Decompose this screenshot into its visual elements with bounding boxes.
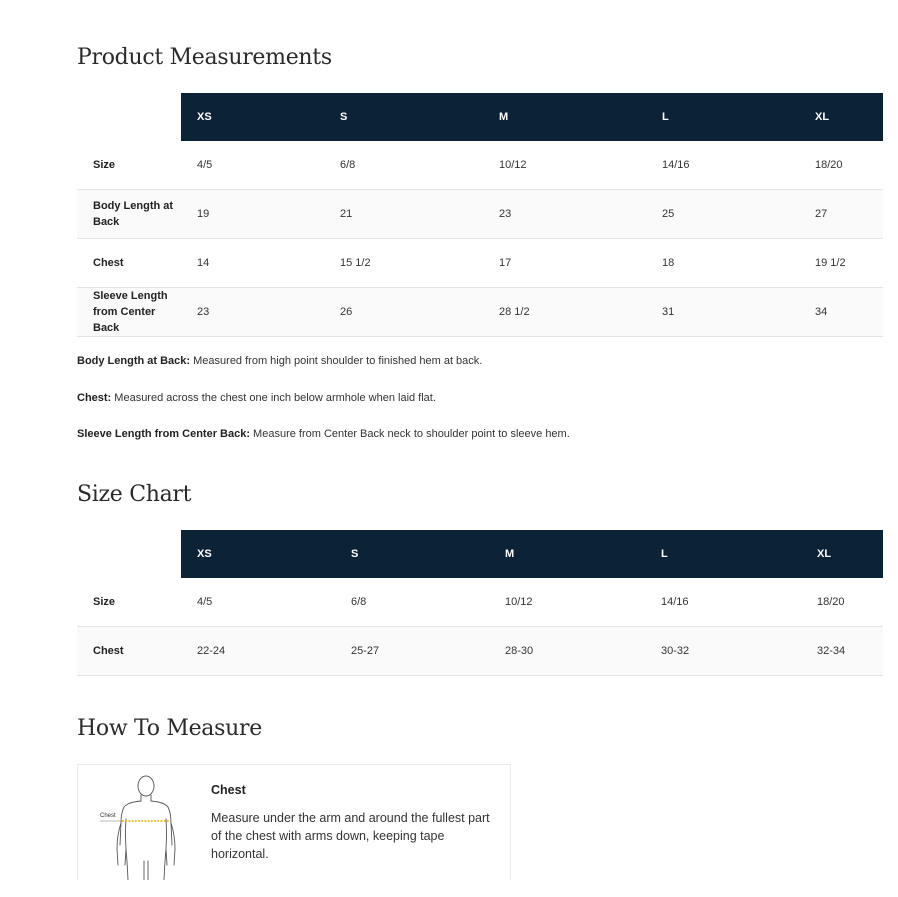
table-cell: 26 <box>324 288 483 337</box>
table-header-row <box>77 93 883 141</box>
measure-name: Chest <box>211 783 246 797</box>
note-term: Sleeve Length from Center Back: <box>77 428 250 440</box>
row-label-chest: Chest <box>77 627 181 676</box>
table-cell: 32-34 <box>801 627 883 676</box>
table-cell: 4/5 <box>181 578 335 627</box>
body-outline-icon <box>96 773 192 880</box>
header-size-xs: XS <box>181 93 324 141</box>
figure-label-chest: Chest <box>100 813 116 819</box>
table-header-row <box>77 530 883 578</box>
table-cell: 23 <box>483 190 646 239</box>
table-cell: 18/20 <box>801 578 883 627</box>
table-cell: 6/8 <box>335 578 489 627</box>
table-cell: 19 <box>181 190 324 239</box>
table-cell: 18 <box>646 239 799 288</box>
table-row <box>77 288 883 337</box>
header-size-m: M <box>483 93 646 141</box>
table-cell: 15 1/2 <box>324 239 483 288</box>
table-cell: 14/16 <box>646 141 799 190</box>
header-size-s: S <box>335 530 489 578</box>
note-body-length <box>77 355 482 367</box>
table-cell: 17 <box>483 239 646 288</box>
header-size-xl: XL <box>799 93 883 141</box>
header-size-m: M <box>489 530 645 578</box>
header-size-l: L <box>645 530 801 578</box>
table-cell: 30-32 <box>645 627 801 676</box>
table-cell: 28-30 <box>489 627 645 676</box>
header-blank-cell <box>77 93 181 141</box>
table-cell: 6/8 <box>324 141 483 190</box>
note-text: Measure from Center Back neck to shoulder point to sleeve hem. <box>250 428 570 440</box>
table-cell: 10/12 <box>489 578 645 627</box>
header-size-xs: XS <box>181 530 335 578</box>
table-cell: 27 <box>799 190 883 239</box>
header-size-l: L <box>646 93 799 141</box>
note-text: Measured across the chest one inch below armhole when laid flat. <box>111 392 436 404</box>
table-row <box>77 141 883 190</box>
chest-measure-card <box>77 764 511 880</box>
table-cell: 19 1/2 <box>799 239 883 288</box>
row-label-size: Size <box>77 141 181 190</box>
table-row <box>77 578 883 627</box>
table-cell: 22-24 <box>181 627 335 676</box>
table-cell: 4/5 <box>181 141 324 190</box>
header-size-xl: XL <box>801 530 883 578</box>
row-label-size: Size <box>77 578 181 627</box>
table-cell: 28 1/2 <box>483 288 646 337</box>
table-cell: 10/12 <box>483 141 646 190</box>
product-measurements-title: Product Measurements <box>77 45 332 70</box>
header-size-s: S <box>324 93 483 141</box>
table-cell: 25-27 <box>335 627 489 676</box>
table-cell: 14/16 <box>645 578 801 627</box>
note-text: Measured from high point shoulder to finished hem at back. <box>190 355 483 367</box>
note-sleeve-length <box>77 428 570 440</box>
note-term: Chest: <box>77 392 112 404</box>
size-chart-table <box>77 530 883 676</box>
table-row <box>77 627 883 676</box>
row-label-sleeve-length: Sleeve Length from Center Back <box>77 288 181 337</box>
how-to-measure-title: How To Measure <box>77 716 262 741</box>
table-cell: 34 <box>799 288 883 337</box>
table-cell: 14 <box>181 239 324 288</box>
size-chart-title: Size Chart <box>77 482 192 507</box>
table-cell: 18/20 <box>799 141 883 190</box>
header-blank-cell <box>77 530 181 578</box>
row-label-chest: Chest <box>77 239 181 288</box>
measure-description: Measure under the arm and around the fullest part of the chest with arms down, keeping tape horizontal. <box>211 811 490 861</box>
table-row <box>77 190 883 239</box>
table-cell: 31 <box>646 288 799 337</box>
table-cell: 23 <box>181 288 324 337</box>
table-row <box>77 239 883 288</box>
table-cell: 25 <box>646 190 799 239</box>
product-measurements-table <box>77 93 883 337</box>
table-cell: 21 <box>324 190 483 239</box>
row-label-body-length: Body Length at Back <box>77 190 181 239</box>
note-term: Body Length at Back: <box>77 355 191 367</box>
note-chest <box>77 392 436 404</box>
body-outline-figure <box>96 773 192 880</box>
